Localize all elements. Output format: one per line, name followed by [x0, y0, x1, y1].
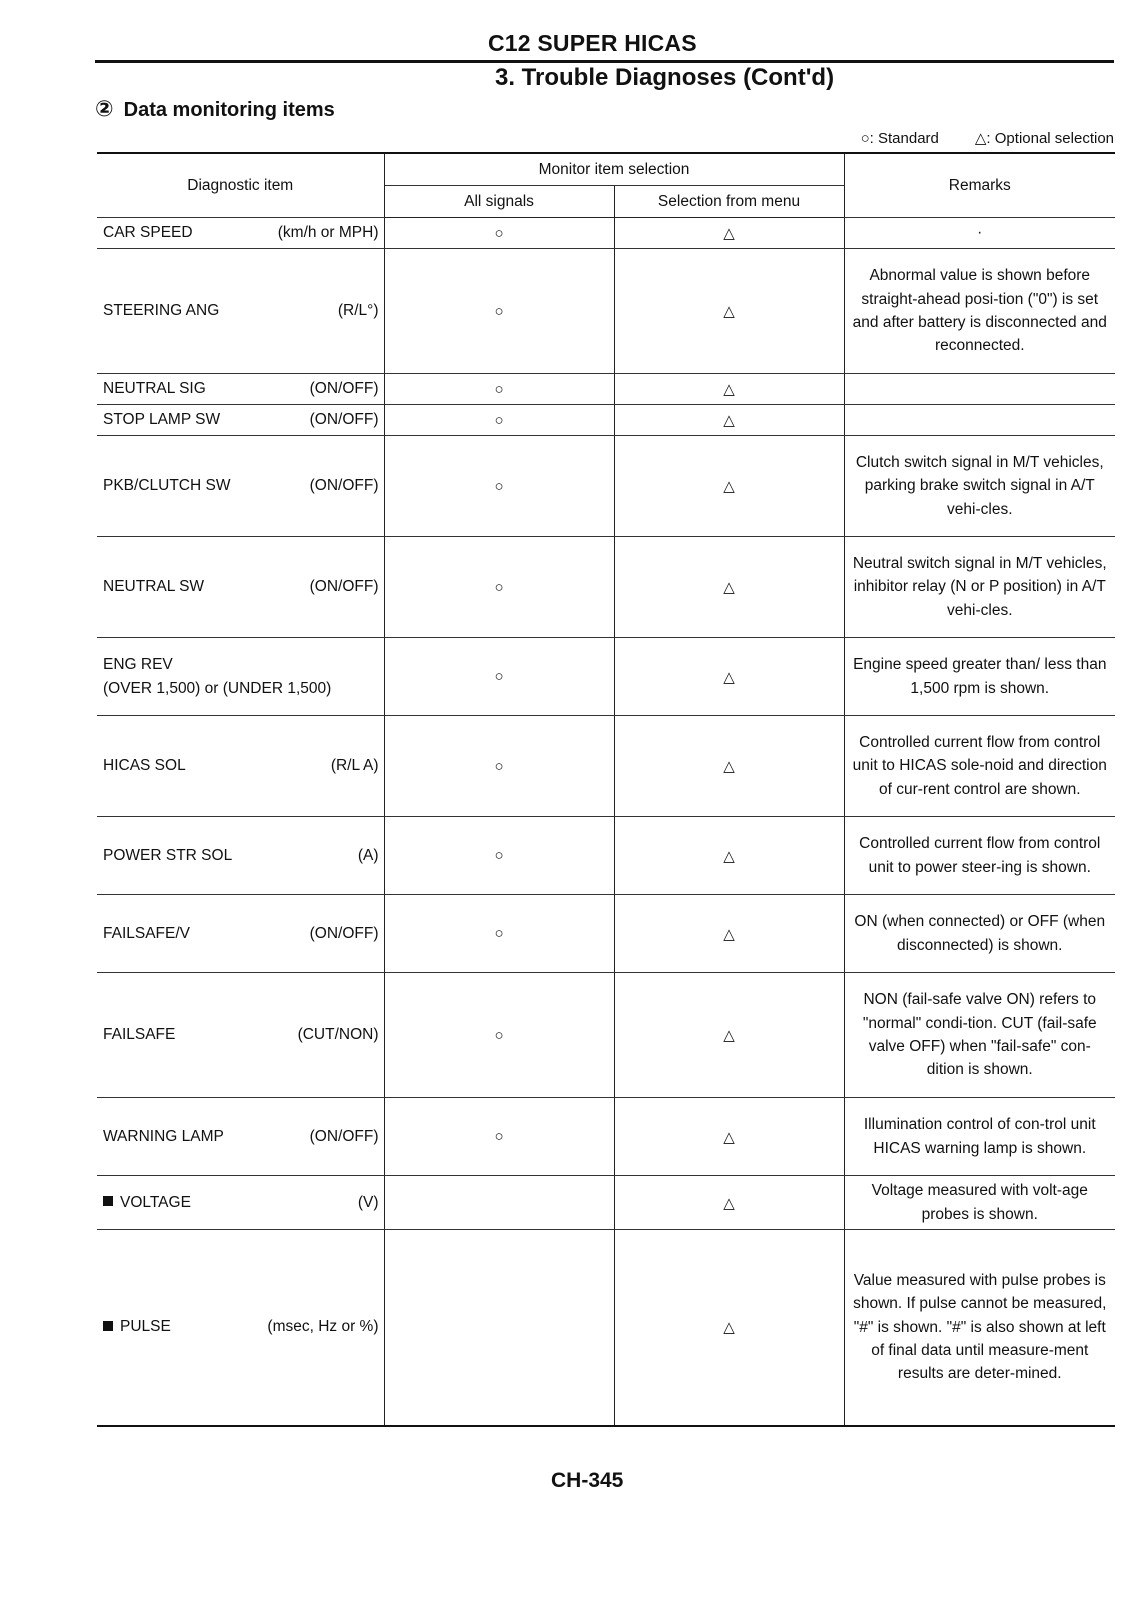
remarks-cell: NON (fail-safe valve ON) refers to "normal" condi-tion. CUT (fail-safe valve OFF) when "fail-safe" con-dition is shown. — [844, 973, 1115, 1098]
table-row — [97, 218, 1115, 249]
document-title: C12 SUPER HICAS — [488, 30, 697, 56]
item-name: VOLTAGE — [120, 1193, 191, 1211]
item-name: CAR SPEED — [103, 224, 193, 241]
remarks-cell: Voltage measured with volt-age probes is shown. — [844, 1176, 1115, 1230]
all-signals-mark: ○ — [384, 638, 614, 716]
item-name: FAILSAFE/V — [103, 924, 191, 942]
all-signals-mark: ○ — [384, 405, 614, 436]
square-bullet-icon — [103, 1321, 113, 1331]
menu-selection-mark: △ — [614, 218, 844, 249]
all-signals-mark: ○ — [384, 436, 614, 537]
diagnostic-item — [97, 895, 384, 973]
all-signals-mark: ○ — [384, 716, 614, 817]
item-unit: (ON/OFF) — [309, 380, 379, 397]
table-row — [97, 405, 1115, 436]
item-name: NEUTRAL SIG — [103, 380, 206, 397]
menu-selection-mark: △ — [614, 537, 844, 638]
table-row — [97, 638, 1115, 716]
remarks-cell: Controlled current flow from control unit to power steer-ing is shown. — [844, 817, 1115, 895]
item-unit: (R/L A) — [330, 757, 379, 774]
menu-selection-mark: △ — [614, 436, 844, 537]
menu-selection-mark: △ — [614, 1098, 844, 1176]
remarks-cell: Clutch switch signal in M/T vehicles, parking brake switch signal in A/T vehi-cles. — [844, 436, 1115, 537]
remarks-cell — [844, 374, 1115, 405]
all-signals-mark: ○ — [384, 218, 614, 249]
item-unit: (OVER 1,500) or (UNDER 1,500) — [103, 679, 332, 697]
item-name: HICAS SOL — [103, 757, 186, 774]
table-row — [97, 436, 1115, 537]
remarks-cell: Engine speed greater than/ less than 1,500 rpm is shown. — [844, 638, 1115, 716]
remarks-cell: Abnormal value is shown before straight-ahead posi-tion ("0") is set and after battery is disconnected and reconnected. — [844, 249, 1115, 374]
page-number: CH-345 — [551, 1469, 624, 1492]
diagnostic-item — [97, 374, 384, 405]
item-unit: (ON/OFF) — [309, 1127, 379, 1145]
diagnostic-item — [97, 1230, 384, 1426]
all-signals-mark — [384, 1176, 614, 1230]
remarks-cell: Illumination control of con-trol unit HICAS warning lamp is shown. — [844, 1098, 1115, 1176]
all-signals-mark: ○ — [384, 537, 614, 638]
menu-selection-mark: △ — [614, 1176, 844, 1230]
item-name: STOP LAMP SW — [103, 411, 221, 428]
remarks-cell — [844, 405, 1115, 436]
menu-selection-mark: △ — [614, 374, 844, 405]
header-remarks: Remarks — [844, 153, 1115, 218]
table-row — [97, 817, 1115, 895]
diagnostic-item — [97, 973, 384, 1098]
item-unit: (km/h or MPH) — [277, 224, 379, 241]
diagnostic-item — [97, 638, 384, 716]
table-row — [97, 374, 1115, 405]
header-rule — [95, 60, 1114, 63]
section-title: Data monitoring items — [123, 99, 335, 121]
header-diagnostic-item: Diagnostic item — [97, 153, 384, 218]
diagnostic-item — [97, 249, 384, 374]
menu-selection-mark: △ — [614, 716, 844, 817]
diagnostic-item — [97, 405, 384, 436]
item-unit: (A) — [357, 846, 379, 864]
all-signals-mark: ○ — [384, 374, 614, 405]
item-unit: (ON/OFF) — [309, 578, 379, 595]
legend-standard: ○: Standard — [860, 130, 939, 147]
table-row — [97, 1098, 1115, 1176]
table-row — [97, 1176, 1115, 1230]
menu-selection-mark: △ — [614, 638, 844, 716]
header-monitor-selection: Monitor item selection — [384, 153, 844, 186]
item-name: POWER STR SOL — [103, 846, 233, 864]
legend-optional: △: Optional selection — [974, 130, 1114, 147]
all-signals-mark: ○ — [384, 1098, 614, 1176]
remarks-cell: Value measured with pulse probes is shown. If pulse cannot be measured, "#" is shown. "#" is also shown at left of final data until measure-ment results are deter-mined. — [844, 1230, 1115, 1426]
remarks-cell: Controlled current flow from control unit to HICAS sole-noid and direction of cur-rent control are shown. — [844, 716, 1115, 817]
item-unit: (ON/OFF) — [309, 477, 379, 494]
item-unit: (R/L°) — [337, 302, 379, 319]
table-row — [97, 895, 1115, 973]
data-monitoring-table — [97, 152, 1115, 1427]
menu-selection-mark: △ — [614, 973, 844, 1098]
document-subtitle: 3. Trouble Diagnoses (Cont'd) — [495, 64, 835, 91]
item-name: FAILSAFE — [103, 1026, 176, 1043]
menu-selection-mark: △ — [614, 817, 844, 895]
diagnostic-item — [97, 537, 384, 638]
diagnostic-item — [97, 817, 384, 895]
item-name: PULSE — [120, 1318, 171, 1336]
menu-selection-mark: △ — [614, 405, 844, 436]
diagnostic-item — [97, 218, 384, 249]
header-selection-from-menu: Selection from menu — [614, 186, 844, 218]
remarks-cell: Neutral switch signal in M/T vehicles, inhibitor relay (N or P position) in A/T vehi-cles. — [844, 537, 1115, 638]
menu-selection-mark: △ — [614, 249, 844, 374]
item-unit: (ON/OFF) — [309, 411, 379, 428]
remarks-cell: · — [844, 218, 1115, 249]
section-number: ② — [95, 96, 114, 121]
table-row — [97, 973, 1115, 1098]
all-signals-mark: ○ — [384, 895, 614, 973]
all-signals-mark: ○ — [384, 249, 614, 374]
table-row — [97, 537, 1115, 638]
diagnostic-item — [97, 436, 384, 537]
item-name: NEUTRAL SW — [103, 578, 205, 595]
item-name: ENG REV — [103, 655, 173, 673]
table-row — [97, 249, 1115, 374]
remarks-cell: ON (when connected) or OFF (when disconnected) is shown. — [844, 895, 1115, 973]
diagnostic-item — [97, 1176, 384, 1230]
item-unit: (ON/OFF) — [309, 924, 379, 942]
item-unit: (CUT/NON) — [297, 1026, 379, 1043]
all-signals-mark — [384, 1230, 614, 1426]
table-row — [97, 1230, 1115, 1426]
menu-selection-mark: △ — [614, 1230, 844, 1426]
item-name: STEERING ANG — [103, 302, 220, 319]
item-unit: (msec, Hz or %) — [267, 1318, 379, 1336]
all-signals-mark: ○ — [384, 973, 614, 1098]
square-bullet-icon — [103, 1196, 113, 1206]
diagnostic-item — [97, 716, 384, 817]
all-signals-mark: ○ — [384, 817, 614, 895]
table-row — [97, 716, 1115, 817]
item-name: WARNING LAMP — [103, 1127, 224, 1145]
diagnostic-item — [97, 1098, 384, 1176]
section-heading — [95, 96, 335, 122]
item-name: PKB/CLUTCH SW — [103, 477, 231, 494]
header-all-signals: All signals — [384, 186, 614, 218]
item-unit: (V) — [357, 1193, 379, 1211]
legend — [861, 129, 1114, 147]
menu-selection-mark: △ — [614, 895, 844, 973]
